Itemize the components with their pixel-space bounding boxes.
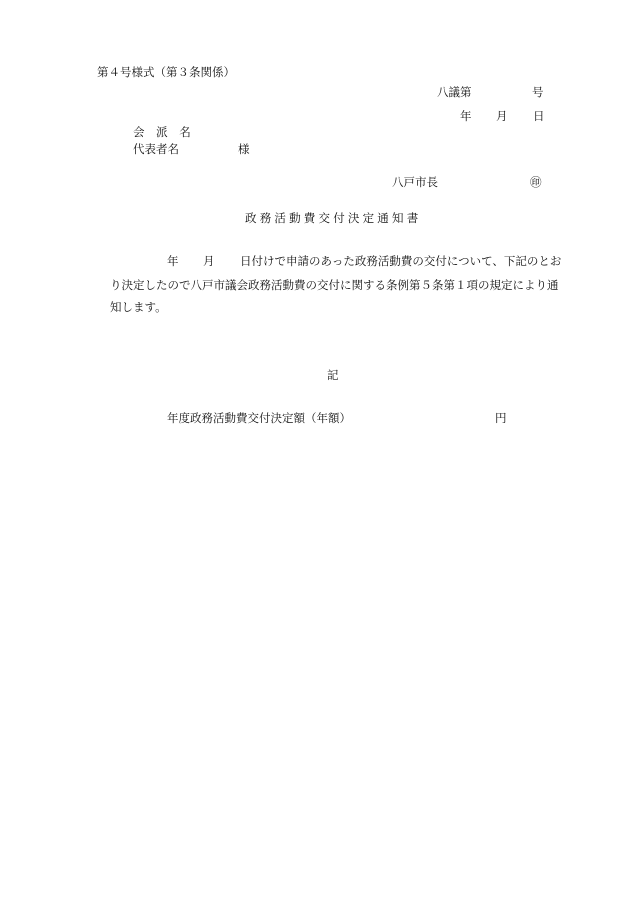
seal-mark: ㊞ [530,175,542,189]
form-number: 第４号様式（第３条関係） [97,65,235,79]
document-number-prefix: 八議第 [437,85,472,99]
issue-date-day: 日 [533,109,545,123]
issue-date-month: 月 [496,109,508,123]
body-year: 年 [167,254,179,268]
issue-date-year: 年 [460,109,472,123]
issuer-title: 八戸市長 [392,175,438,189]
amount-label: 年度政務活動費交付決定額（年額） [167,411,351,425]
body-line-3: 知します。 [110,300,167,314]
document-number-suffix: 号 [532,85,544,99]
representative-label: 代表者名 [133,142,179,156]
amount-unit: 円 [495,411,507,425]
body-line-1: 日付けで申請のあった政務活動費の交付について、下記のとお [240,254,562,268]
body-line-2: り決定したので八戸市議会政務活動費の交付に関する条例第５条第１項の規定により通 [110,278,559,292]
document-title: 政務活動費交付決定通知書 [245,211,422,225]
ki-heading: 記 [327,368,339,382]
body-month: 月 [203,254,215,268]
faction-name-label: 会 派 名 [133,125,195,139]
honorific: 様 [238,142,250,156]
